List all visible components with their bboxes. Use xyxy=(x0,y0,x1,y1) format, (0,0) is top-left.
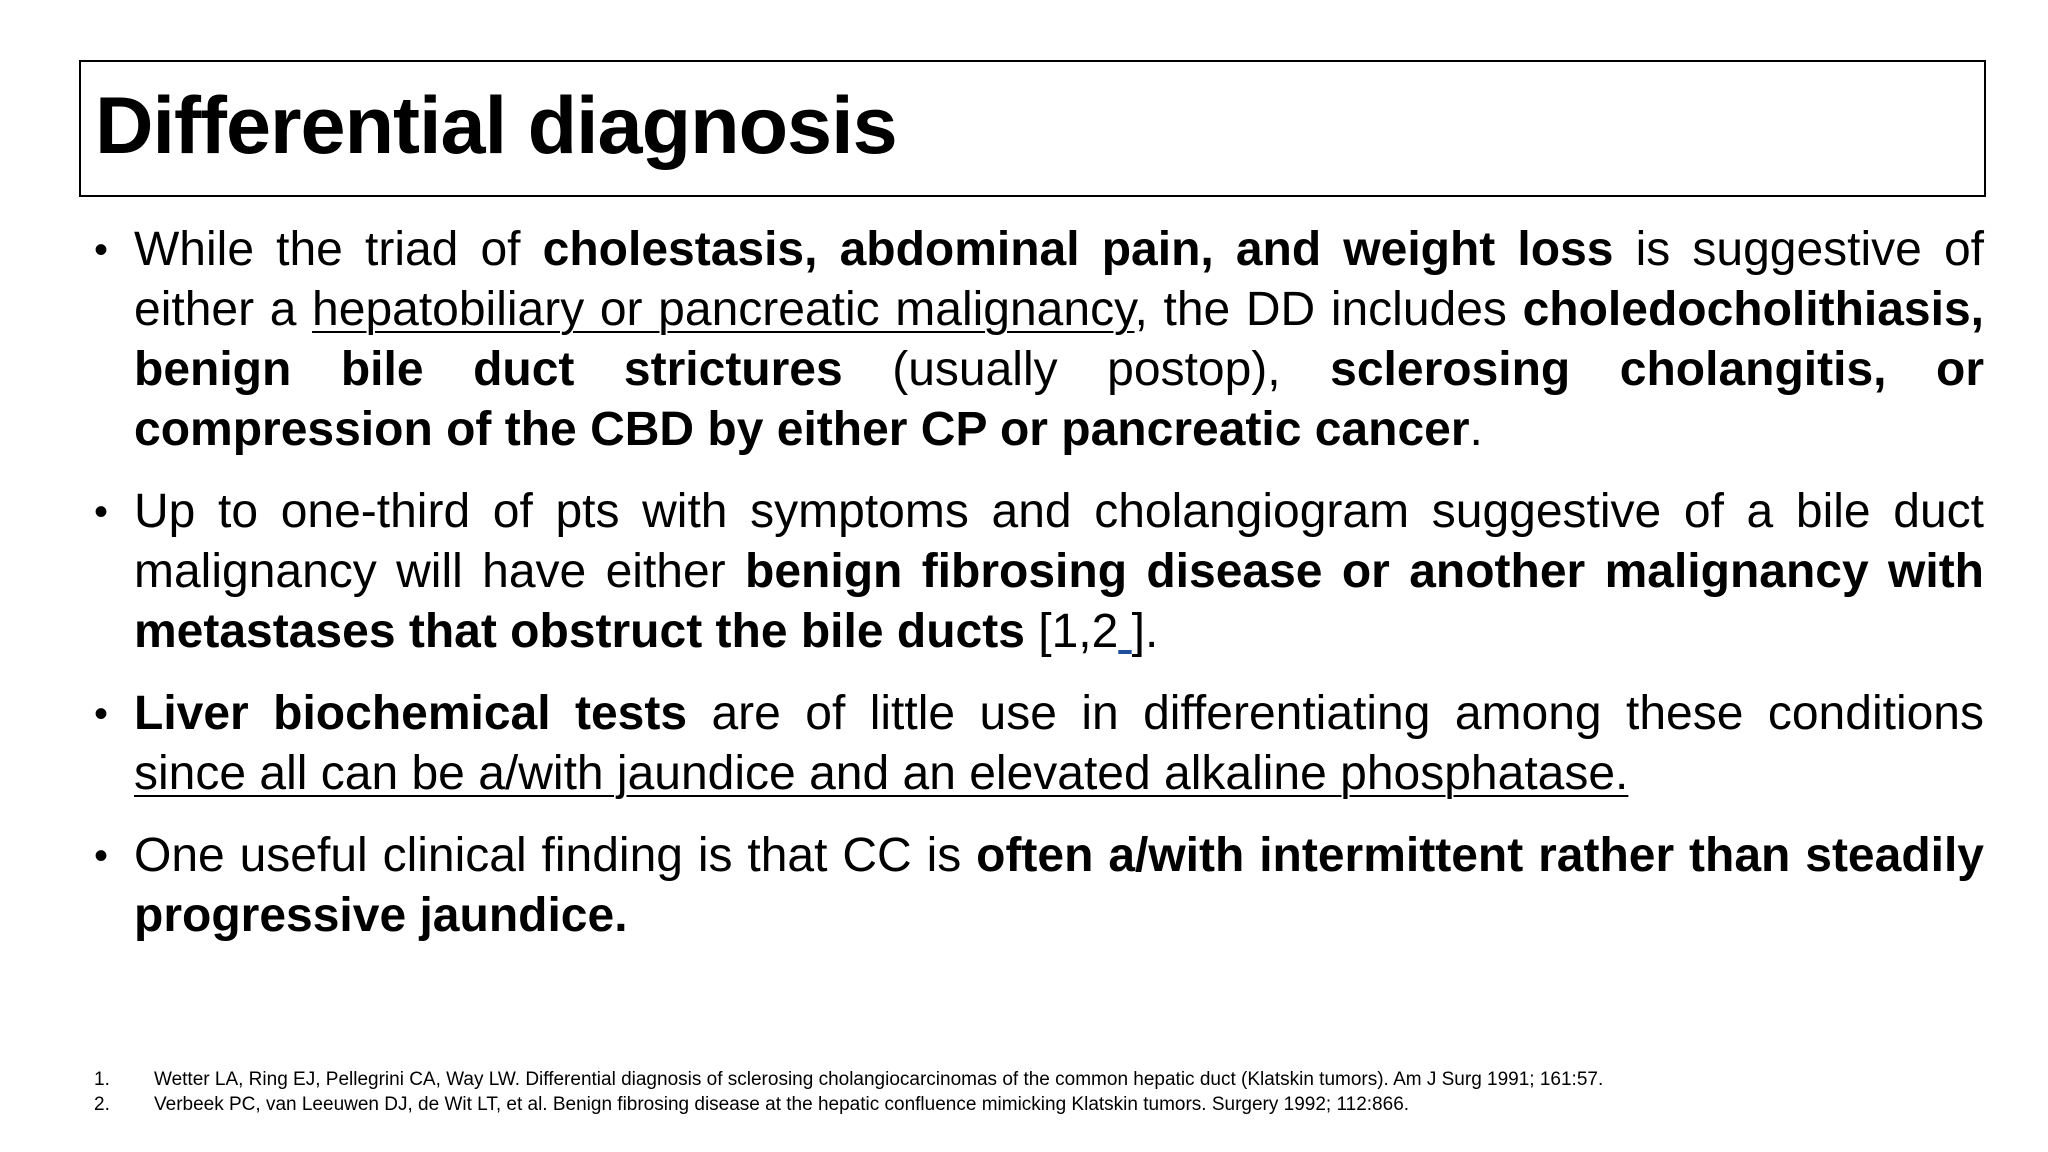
bullet-segment: [1,2 xyxy=(1024,605,1119,658)
bullet-list xyxy=(94,220,1984,946)
bullet-segment: ]. xyxy=(1131,605,1159,658)
bullet-item xyxy=(94,826,1984,946)
bullet-dot-icon: • xyxy=(94,490,109,534)
bullet-segment-bold: often a/with intermittent rather than steadily progressive jaundice. xyxy=(134,829,1985,942)
bullet-segment: . xyxy=(1469,403,1483,456)
bullet-segment: One useful clinical finding is that CC is xyxy=(134,829,977,882)
bullet-dot-icon: • xyxy=(94,834,109,878)
bullet-segment: While the triad of xyxy=(134,223,543,276)
title-box xyxy=(79,60,1986,197)
bullet-segment-bold: sclerosing cholangitis, or compression of the CBD by either CP or pancreatic cancer xyxy=(134,343,1985,456)
bullet-segment-bold: benign fibrosing disease or another malignancy with metastases that obstruct the bile ducts xyxy=(134,545,1985,658)
reference-number: 1. xyxy=(94,1069,110,1090)
bullet-segment: is suggestive of either a xyxy=(134,223,1985,336)
bullet-item xyxy=(94,684,1984,804)
bullet-segment: , the DD includes xyxy=(1134,283,1523,336)
bullet-segment: are of little use in differentiating among these conditions xyxy=(687,687,1985,740)
reference-item xyxy=(94,1092,1894,1117)
bullet-segment-underline: hepatobiliary or pancreatic malignancy xyxy=(312,283,1135,336)
bullet-dot-icon: • xyxy=(94,692,109,736)
reference-text: Wetter LA, Ring EJ, Pellegrini CA, Way LW. Differential diagnosis of sclerosing cholangiocarcinomas of the common hepatic duct (Klatskin tumors). Am J Surg 1991; 161:57. xyxy=(154,1069,1604,1090)
bullet-segment: (usually postop), xyxy=(842,343,1331,396)
bullet-dot-icon: • xyxy=(94,228,109,272)
reference-number: 2. xyxy=(94,1094,110,1115)
bullet-item xyxy=(94,482,1984,662)
references xyxy=(94,1067,1894,1117)
bullet-segment-underline: since all can be a/with jaundice and an elevated alkaline phosphatase. xyxy=(134,747,1629,800)
bullet-segment-bold: choledocholithiasis, benign bile duct strictures xyxy=(134,283,1984,396)
reference-item xyxy=(94,1067,1894,1092)
citation-link[interactable] xyxy=(1118,605,1131,658)
bullet-segment-bold: Liver biochemical tests xyxy=(134,687,688,740)
reference-text: Verbeek PC, van Leeuwen DJ, de Wit LT, et al. Benign fibrosing disease at the hepatic confluence mimicking Klatskin tumors. Surgery 1992; 112:866. xyxy=(154,1094,1410,1115)
slide-title: Differential diagnosis xyxy=(95,81,897,171)
bullet-item xyxy=(94,220,1984,460)
bullet-segment: Up to one-third of pts with symptoms and cholangiogram suggestive of a bile duct malignancy will have either xyxy=(134,485,1984,598)
bullet-segment-bold: cholestasis, abdominal pain, and weight loss xyxy=(542,223,1614,276)
